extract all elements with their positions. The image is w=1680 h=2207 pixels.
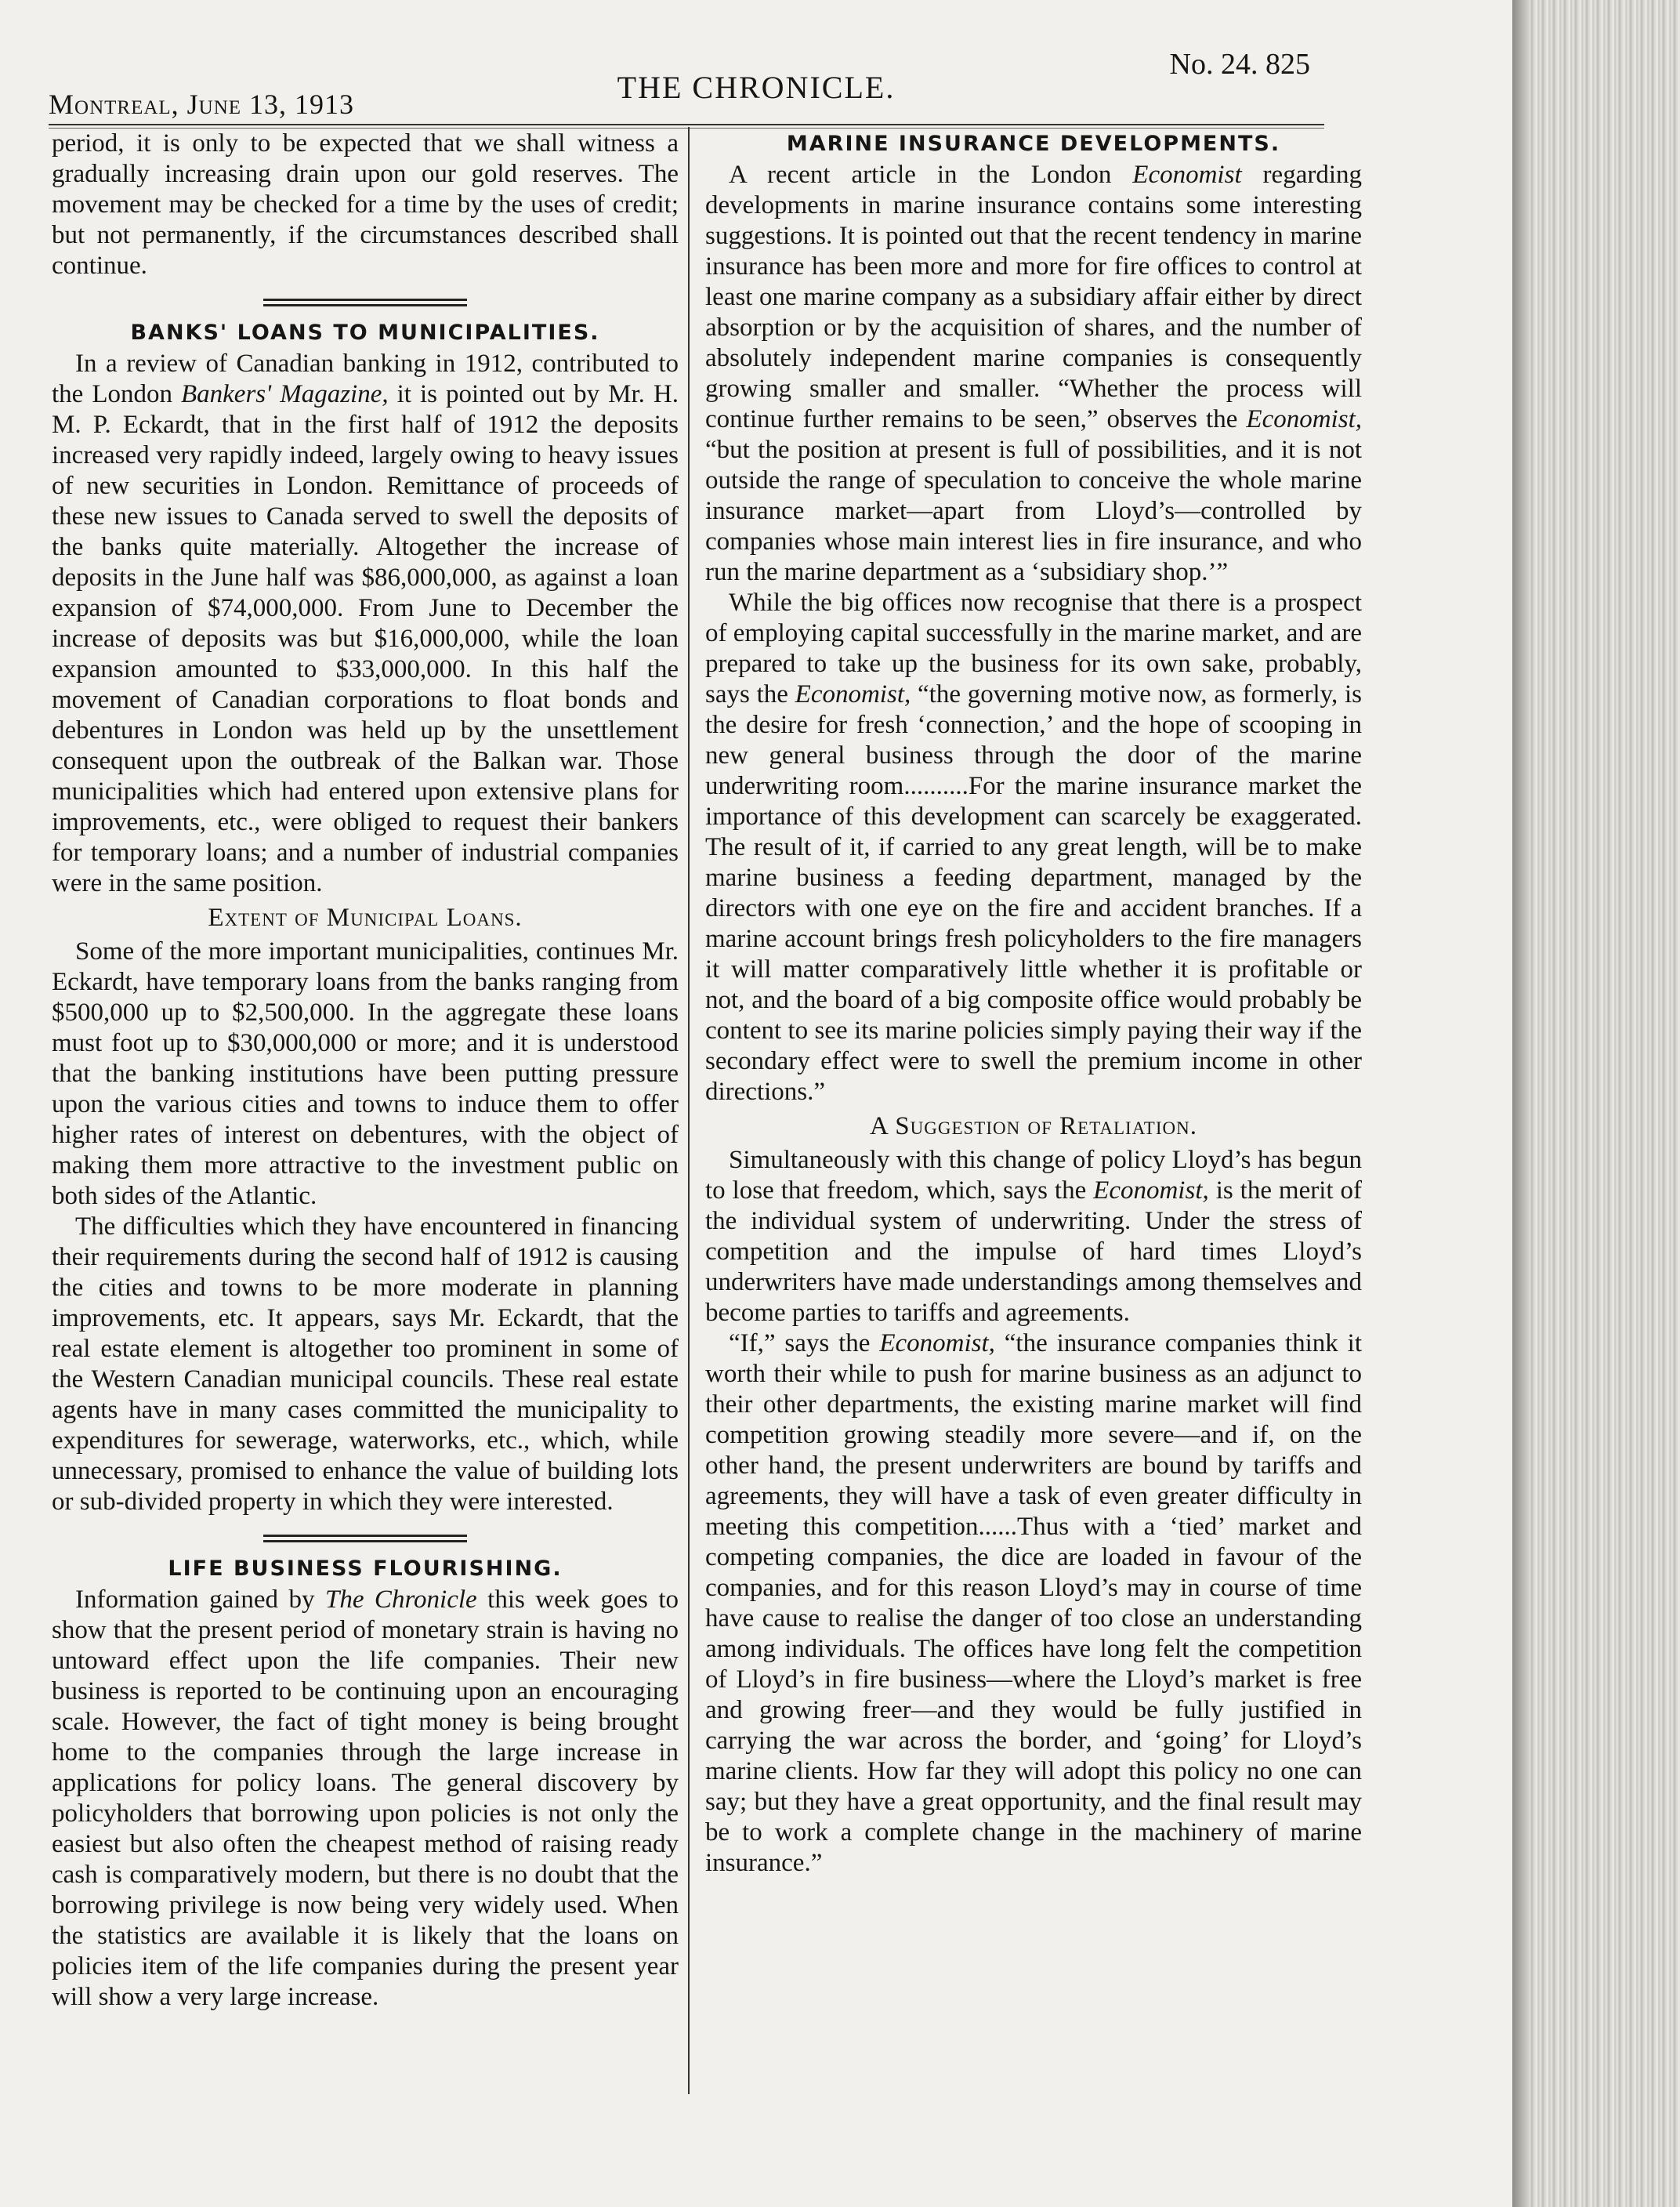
retaliation-paragraph-2: “If,” says the Economist, “the insurance companies think it worth their while to push for marine business as an adjunct to their other departments, the existing marine market will find competition growing steadily more severe—and if, on the other hand, the present underwriters are bound by tariffs and agreements, they will have a task of even greater difficulty in meeting this competition......Thus with a ‘tied’ market and competing companies, the dice are loaded in favour of the companies, and for this reason Lloyd’s may in course of time have cause to realise the danger of too close an understanding among individuals. The offices have long felt the competition of Lloyd’s in fire business—where the Lloyd’s market is free and growing freer—and they would be fully justified in carrying the war across the border, and ‘going’ for Lloyd’s marine clients. How far they will adopt this policy no one can say; but they have a great opportunity, and the final result may be to work a complete change in the machinery of marine insurance.” (705, 1329, 1362, 1877)
header-issue-page: No. 24. 825 (1169, 48, 1310, 81)
header-dateline: Montreal, June 13, 1913 (49, 89, 355, 120)
page-header (0, 0, 1512, 120)
life-section-title: LIFE BUSINESS FLOURISHING. (168, 1556, 563, 1581)
section-separator (263, 299, 467, 306)
life-paragraph: Information gained by The Chronicle this week goes to show that the present period of monetary strain is having no untoward effect upon the life companies. Their new business is reported to be continuing upon an encouraging scale. However, the fact of tight money is being brought home to the companies through the large increase in applications for policy loans. The general discovery by policyholders that borrowing upon policies is not only the easiest but also often the cheapest method of raising ready cash is comparatively modern, but there is no doubt that the borrowing privilege is now being very widely used. When the statistics are available it is likely that the loans on policies item of the life companies during the present year will show a very large increase. (52, 1585, 679, 2011)
left-column (52, 129, 679, 2013)
intro-paragraph: period, it is only to be expected that we shall witness a gradually increasing drain upon our gold reserves. The movement may be checked for a time by the uses of credit; but not permanently, if the circumstances described shall continue. (52, 129, 679, 280)
marine-section-title: MARINE INSURANCE DEVELOPMENTS. (786, 132, 1281, 156)
section-separator (263, 1535, 467, 1542)
extent-paragraph-1: Some of the more important municipalities, continues Mr. Eckardt, have temporary loans from the banks ranging from $500,000 up to $2,500,000. In the aggregate these loans must foot up to $30,000,000 or more; and it is understood that the banking institutions have been putting pressure upon the various cities and towns to induce them to offer higher rates of interest on debentures, with the object of making them more attractive to the investment public on both sides of the Atlantic. (52, 937, 679, 1210)
retaliation-subheading: A Suggestion of Retaliation. (870, 1112, 1197, 1140)
banks-paragraph: In a review of Canadian banking in 1912, contributed to the London Bankers' Magazine, it is pointed out by Mr. H. M. P. Eckardt, that in the first half of 1912 the deposits increased very rapidly indeed, largely owing to heavy issues of new securities in London. Remittance of proceeds of these new issues to Canada served to swell the deposits of the banks quite materially. Altogether the increase of deposits in the June half was $86,000,000, as against a loan expansion of $74,000,000. From June to December the increase of deposits was but $16,000,000, while the loan expansion amounted to $33,000,000. In this half the movement of Canadian corporations to float bonds and debentures in London was held up by the unsettlement consequent upon the outbreak of the Balkan war. Those municipalities which had entered upon extensive plans for improvements, etc., were obliged to request their bankers for temporary loans; and a number of industrial companies were in the same position. (52, 350, 679, 897)
extent-subheading: Extent of Municipal Loans. (208, 904, 523, 932)
header-masthead: THE CHRONICLE. (617, 70, 896, 105)
retaliation-paragraph-1: Simultaneously with this change of policy Lloyd’s has begun to lose that freedom, which, says the Economist, is the merit of the individual system of underwriting. Under the stress of competition and the impulse of hard times Lloyd’s underwriters have made understandings among themselves and become parties to tariffs and agreements. (705, 1146, 1362, 1327)
column-divider (688, 127, 690, 2094)
banks-section-title: BANKS' LOANS TO MUNICIPALITIES. (130, 321, 600, 345)
extent-paragraph-2: The difficulties which they have encountered in financing their requirements during the second half of 1912 is causing the cities and towns to be more moderate in planning improvements, etc. It appears, says Mr. Eckardt, that the real estate element is altogether too prominent in some of the Western Canadian municipal councils. These real estate agents have in many cases committed the municipality to expenditures for sewerage, waterworks, etc., which, while unnecessary, promised to enhance the value of building lots or sub-divided property in which they were interested. (52, 1212, 679, 1516)
book-binding-edge (1512, 0, 1680, 2207)
marine-paragraph-2: While the big offices now recognise that there is a prospect of employing capital successfully in the marine market, and are prepared to take up the business for its own sake, probably, says the Economist, “the governing motive now, as formerly, is the desire for fresh ‘connection,’ and the hope of scooping in new general business through the door of the marine underwriting room..........For the marine insurance market the importance of this development can scarcely be exaggerated. The result of it, if carried to any great length, will be to make marine business a feeding department, managed by the directors with one eye on the fire and accident branches. If a marine account brings fresh policyholders to the fire managers it will matter comparatively little whether it is profitable or not, and the board of a big composite office would probably be content to see its marine policies simply paying their way if the secondary effect were to swell the premium income in other directions.” (705, 589, 1362, 1106)
marine-paragraph-1: A recent article in the London Economist regarding developments in marine insurance contains some interesting suggestions. It is pointed out that the recent tendency in marine insurance has been more and more for fire offices to control at least one marine company as a subsidiary affair either by direct absorption or by the acquisition of shares, and the number of absolutely independent marine companies is consequently growing smaller and smaller. “Whether the process will continue further remains to be seen,” observes the Economist, “but the position at present is full of possibilities, and it is not outside the range of speculation to conceive the whole marine insurance market—apart from Lloyd’s—controlled by companies whose main interest lies in fire insurance, and who run the marine department as a ‘subsidiary shop.’” (705, 161, 1362, 586)
right-column (705, 129, 1362, 1879)
